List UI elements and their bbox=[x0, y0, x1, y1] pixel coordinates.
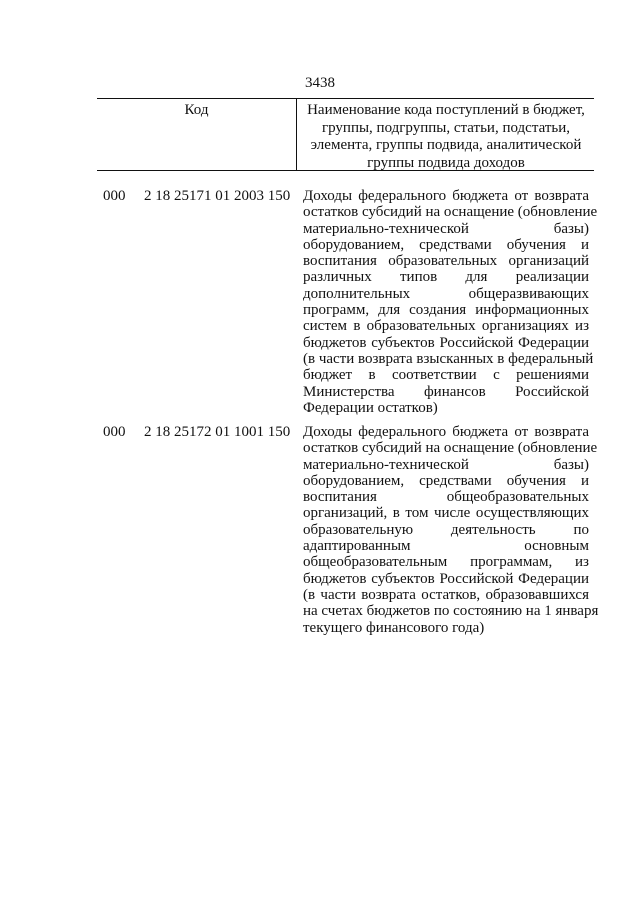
revenue-description bbox=[303, 188, 598, 416]
description-line: Министерства финансов Российской bbox=[303, 383, 589, 400]
revenue-code: 2 18 25172 01 1001 150 bbox=[144, 424, 291, 440]
description-line: дополнительных общеразвивающих bbox=[303, 285, 589, 302]
description-line: бюджет в соответствии с решениями bbox=[303, 367, 589, 384]
description-line: различных типов для реализации bbox=[303, 269, 589, 286]
header-name-line: элемента, группы подвида, аналитической bbox=[310, 137, 582, 153]
description-line: остатков субсидий на оснащение (обновление bbox=[303, 440, 598, 457]
description-line: бюджетов субъектов Российской Федерации bbox=[303, 570, 589, 587]
description-line: оборудованием, средствами обучения и bbox=[303, 236, 589, 253]
description-line: материально-технической базы) bbox=[303, 220, 589, 237]
description-line: текущего финансового года) bbox=[303, 619, 485, 636]
header-name-line: группы подвида доходов bbox=[367, 154, 525, 171]
admin-code: 000 bbox=[103, 424, 126, 440]
description-line: на счетах бюджетов по состоянию на 1 января bbox=[303, 603, 599, 620]
description-line: оборудованием, средствами обучения и bbox=[303, 472, 589, 489]
description-line: Доходы федерального бюджета от возврата bbox=[303, 188, 589, 204]
header-name-line: Наименование кода поступлений в бюджет, bbox=[307, 102, 585, 118]
admin-code: 000 bbox=[103, 188, 126, 204]
header-code-label: Код bbox=[184, 102, 209, 118]
header-name-label bbox=[298, 102, 594, 172]
description-line: бюджетов субъектов Российской Федерации bbox=[303, 334, 589, 351]
revenue-description bbox=[303, 424, 599, 636]
table-header bbox=[97, 98, 594, 171]
description-line: программ, для создания информационных bbox=[303, 302, 589, 319]
description-line: воспитания общеобразовательных bbox=[303, 489, 589, 506]
description-line: (в части возврата взысканных в федеральный bbox=[303, 350, 594, 367]
description-line: систем в образовательных организациях из bbox=[303, 318, 589, 335]
description-line: Федерации остатков) bbox=[303, 399, 438, 416]
description-line: адаптированным основным bbox=[303, 538, 589, 555]
description-line: общеобразовательным программам, из bbox=[303, 554, 589, 571]
header-name-line: группы, подгруппы, статьи, подстатьи, bbox=[321, 119, 571, 136]
header-column-divider bbox=[296, 99, 297, 170]
page-number: 3438 bbox=[305, 75, 335, 91]
revenue-code: 2 18 25171 01 2003 150 bbox=[144, 188, 291, 204]
description-line: Доходы федерального бюджета от возврата bbox=[303, 424, 589, 440]
description-line: остатков субсидий на оснащение (обновление bbox=[303, 204, 598, 221]
description-line: образовательную деятельность по bbox=[303, 521, 589, 538]
description-line: организаций, в том числе осуществляющих bbox=[303, 505, 589, 522]
description-line: (в части возврата остатков, образовавшихся bbox=[303, 586, 589, 603]
description-line: материально-технической базы) bbox=[303, 456, 589, 473]
description-line: воспитания образовательных организаций bbox=[303, 253, 589, 270]
